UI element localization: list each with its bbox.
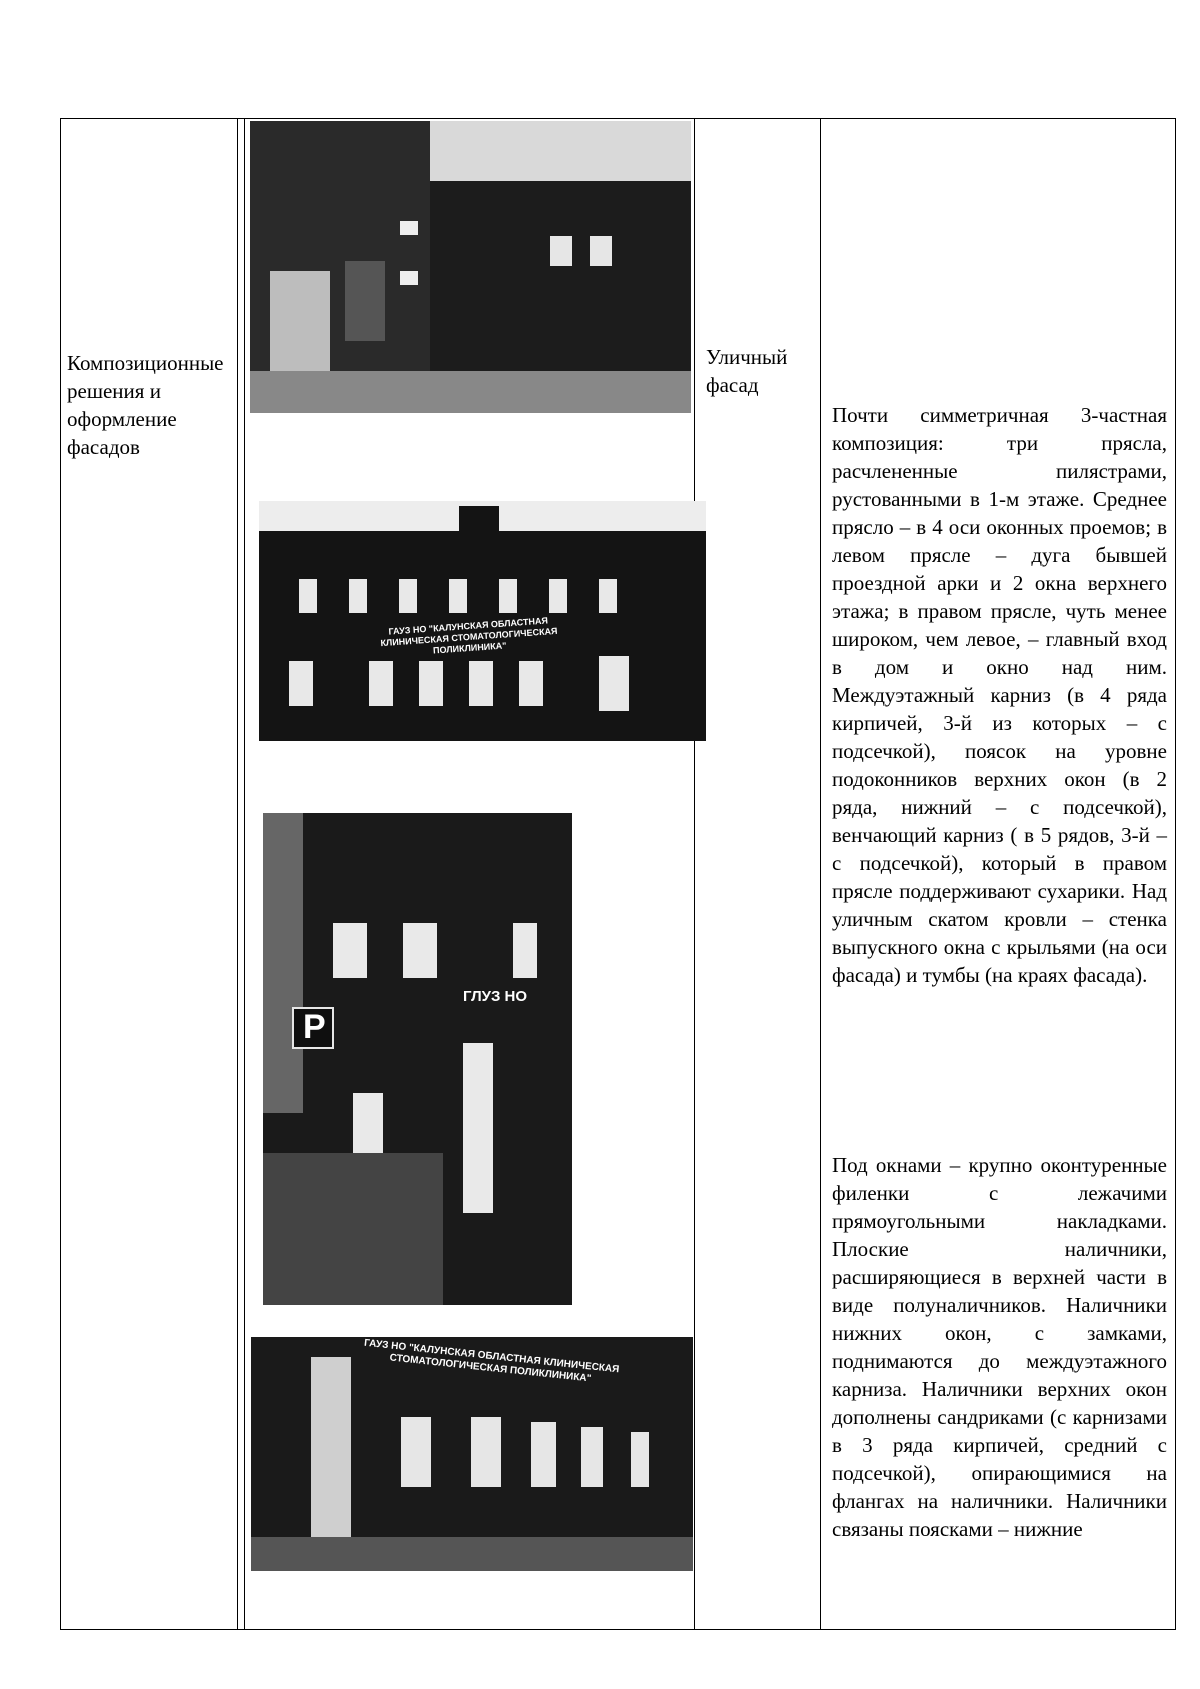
facade-photo-angle xyxy=(251,1337,693,1571)
facade-description-paragraph: Почти симметричная 3-частная композиция: три прясла, расчлененные пилястрами, рустованными в 1-м этаже. Среднее прясло – в 4 оси оконных проемов; в левом прясле – дуга бывшей проездной арки и 2 окна верхнего этажа; в правом прясле, чуть менее широком, чем левое, – главный вход в дом и окно над ним. Междуэтажный карниз (в 4 ряда кирпичей, 3-й из которых – с подсечкой), поясок на уровне подоконников верхних окон (в 2 ряда, нижний – с подсечкой), венчающий карниз ( в 5 рядов, 3-й – с подсечкой), который в правом прясле поддерживают сухарики. Над уличным скатом кровли – стенка выпускного окна с крыльями (на оси фасада) и тумбы (на краях фасада). xyxy=(832,403,1167,987)
facade-photo-corner xyxy=(263,813,572,1305)
column-divider xyxy=(244,119,245,1629)
section-label: Композиционные решения и оформление фасадов xyxy=(67,351,224,459)
facade-photo-street xyxy=(259,501,706,741)
photo-sign-text: ГЛУЗ НО xyxy=(463,988,528,1005)
document-table xyxy=(60,118,1176,1630)
photo-sign-text: ГАУЗ НО "КАЛУНСКАЯ ОБЛАСТНАЯ КЛИНИЧЕСКАЯ СТОМАТОЛОГИЧЕСКАЯ ПОЛИКЛИНИКА" xyxy=(363,1337,620,1385)
column-divider xyxy=(820,119,821,1629)
column-divider xyxy=(237,119,238,1629)
column-divider xyxy=(694,119,695,1629)
facade-type-label: Уличный фасад xyxy=(706,345,788,397)
facade-photo-courtyard xyxy=(250,121,691,413)
parking-sign-letter: P xyxy=(303,1008,326,1046)
photo-sign-text: ГАУЗ НО "КАЛУНСКАЯ ОБЛАСТНАЯ КЛИНИЧЕСКАЯ СТОМАТОЛОГИЧЕСКАЯ ПОЛИКЛИНИКА" xyxy=(380,615,558,656)
facade-description-paragraph: Под окнами – крупно оконтуренные филенки с лежачими прямоугольными накладками. Плоские наличники, расширяющиеся в верхней части в виде полуналичников. Наличники нижних окон, с замками, поднимаются до междуэтажного карниза. Наличники верхних окон дополнены сандриками (с карнизами в 3 ряда кирпичей, средний с подсечкой), опирающимися на флангах на наличники. Наличники связаны поясками – нижние xyxy=(832,1153,1167,1541)
